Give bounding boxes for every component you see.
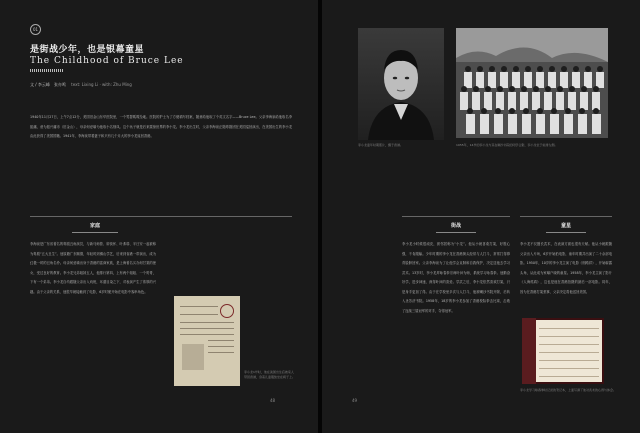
- section2-top-rule: [402, 216, 510, 217]
- notebook-page: [536, 320, 602, 382]
- section-heading-child-star: 童星: [560, 223, 571, 229]
- byline-zh: 文 / 李云峰 张亦鸣: [30, 82, 66, 87]
- group-photo-caption: 1955年，14岁的李小龙与其在喇沙书院的同学合影，李小龙位于前排左侧。: [456, 143, 558, 147]
- page-number-left: 48: [270, 398, 276, 403]
- article-title-en: The Childhood of Bruce Lee: [30, 56, 184, 66]
- byline: [30, 82, 132, 88]
- byline-en: text: Lixing Li · with: Zhu Ming: [71, 82, 132, 87]
- title-decoration: [30, 69, 64, 72]
- group-photo-illustration: [456, 28, 608, 138]
- section3-top-rule: [520, 216, 612, 217]
- birth-document-photo: [174, 296, 240, 386]
- portrait-illustration: [358, 28, 444, 140]
- portrait-caption: 李小龙童年时期照片，摄于香港。: [358, 143, 404, 147]
- section-heading-underline: [72, 232, 118, 233]
- left-page: [0, 0, 318, 433]
- right-page: [322, 0, 640, 433]
- childhood-portrait-photo: [358, 28, 444, 140]
- section3-underline: [546, 232, 586, 233]
- page-number-right: 49: [352, 398, 358, 403]
- stamp-seal: [220, 304, 234, 318]
- document-caption: 李小龙1岁时，他在美国出生后被家人带回香港，身着儿童服装坐在椅子上。: [244, 370, 296, 379]
- section-heading-family: 家庭: [89, 223, 100, 229]
- notebook-spine: [522, 318, 536, 384]
- section-divider: [30, 216, 292, 217]
- notebook-photo: [522, 318, 604, 384]
- section2-underline: [436, 232, 476, 233]
- child-star-paragraph: 李小龙不仅擅长武术，在表演方面也很有天赋。他从小就跟随父亲出入片场，6岁开始拍电影，童年时期共出演了二十余部电影。1950年，10岁的李小龙主演了电影《细路祥》，开始崭露头角，从此成为家喻户晓的童星。1958年，李小龙主演了影片《人海孤鸿》，这也是他在香港拍摄的最后一部电影。同年，因为在香港打架惹事，父亲决定将他送回美国。: [520, 242, 612, 294]
- section-number-badge: 01: [30, 24, 41, 35]
- notebook-caption: 李小龙学习咏春拳时记录的笔记本，上面写满了他对武术的心得与体会。: [520, 388, 617, 392]
- intro-paragraph: 1940年11月27日，上午7点12分，美国旧金山东华医院里，一个男婴呱呱坠地。医院的护士为了方便填写档案，随意给他取了个英文名字——Bruce Lee。父亲李海泉给他取名李振藩，意为振兴藩市（旧金山），母亲何爱瑜为他取小名细凤。这个孩子就是后来震惊世界的李小龙。李小龙出生时，父亲李海泉正随粤剧团在美国巡回演出，在美国出生的李小龙由此获得了美国国籍。1941年，李海泉带着妻子和只有几个月大的李小龙返回香港。: [30, 115, 292, 138]
- family-paragraph: 李海泉是广东省著名的粤剧丑角演员，与新马师曾、廖侠怀、叶弗弱、半日安一起被称为粤剧“五大丑生”。他原籍广东顺德，年轻时到佛山学艺，后来到省港一带演出，成为红极一时的丑角名伶。母亲何爱瑜出身于香港的富商家族，是上海著名买办何甘棠的侄女，受过良好的教育。李小龙兄弟姐妹五人，他排行第四，上有两个姐姐、一个哥哥，下有一个弟弟。李小龙自幼跟随父亲出入戏班，耳濡目染之下，对表演产生了浓厚的兴趣。由于父亲的关系，他很早就接触到了电影，6岁时便开始在电影中客串角色。: [30, 242, 156, 294]
- section-heading-street-fighting: 街战: [450, 223, 461, 229]
- article-title-zh: 是街战少年，也是银幕童星: [30, 45, 145, 55]
- group-class-photo: [456, 28, 608, 138]
- baby-portrait: [182, 344, 204, 370]
- street-fighting-paragraph: 李小龙小时候很顽皮，被邻居称为“小龙”。他从小就喜欢打架，好胜心强，不肯服输。少年时期的李小龙在香港街头经常与人打斗，常常打得鼻青脸肿回家。父亲李海泉为了让他学会克制和自我保护，决定送他去学习武术。13岁时，李小龙拜咏春拳宗师叶问为师，系统学习咏春拳。他勤奋好学，进步神速，深得叶问的喜爱。学武之后，李小龙依然喜欢打架，只是身手更加了得。由于在学校里多次与人打斗，他被喇沙书院开除，后转入圣芳济书院。1958年，18岁的李小龙参加了香港校际拳击比赛，击败了连续三届冠军的对手，夺得冠军。: [402, 242, 510, 313]
